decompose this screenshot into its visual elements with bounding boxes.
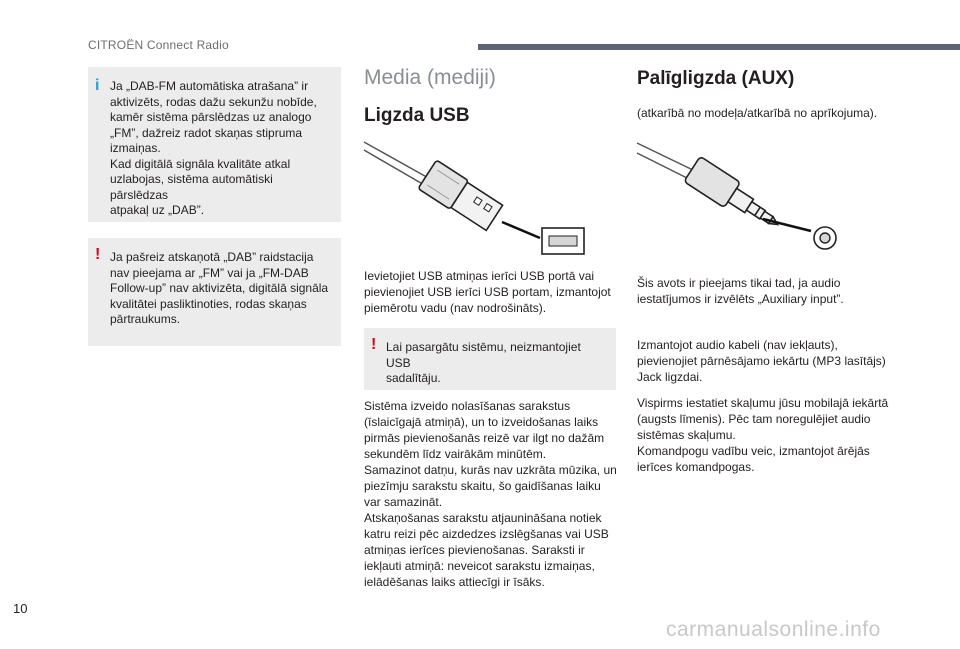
aux-para-1: Šis avots ir pieejams tikai tad, ja audio iestatījumos ir izvēlēts „Auxiliary input”. — [637, 276, 844, 306]
warning-note-dab-text: Ja pašreiz atskaņotā „DAB” raidstacija nav pieejama ar „FM” vai ja „FM-DAB Follow-up” nav aktivizēta, digitālā signāla kvalitātei pasliktinoties, rodas skaņas pārtraukums. — [110, 250, 329, 326]
info-icon: i — [95, 77, 100, 94]
header-bar — [478, 44, 960, 50]
page-number: 10 — [13, 601, 28, 616]
usb-illustration — [362, 140, 592, 260]
aux-subtitle: Palīgligzda (AUX) — [637, 68, 795, 89]
aux-para-3: Vispirms iestatiet skaļumu jūsu mobilajā iekārtā (augsts līmenis). Pēc tam noregulējiet audio sistēmas skaļumu. Komandpogu vadību veic, izmantojot ārējās ierīces komandpogas. — [637, 396, 889, 474]
usb-subtitle: Ligzda USB — [364, 105, 470, 126]
info-note-text: Ja „DAB-FM automātiska atrašana” ir aktivizēts, rodas dažu sekunžu nobīde, kamēr sistēma pārslēdzas uz analogo „FM”, dažreiz radot skaņas stipruma izmaiņas. Kad digitālā signāla kvalitāte atkal uzlabojas, sistēma automātiski pārslēdzas atpakaļ uz „DAB”. — [110, 79, 317, 217]
aux-note-text: (atkarībā no modeļa/atkarībā no aprīkojuma). — [637, 106, 878, 120]
warning-note-usb-text: Lai pasargātu sistēmu, neizmantojiet USB sadalītāju. — [386, 340, 581, 385]
aux-jack-illustration — [635, 135, 845, 255]
info-note — [88, 67, 341, 222]
warning-icon: ! — [371, 336, 377, 353]
warning-icon: ! — [95, 246, 101, 263]
warning-note-usb — [364, 328, 616, 390]
warning-note-dab — [88, 238, 341, 346]
aux-para-2: Izmantojot audio kabeli (nav iekļauts), pievienojiet pārnēsājamo iekārtu (MP3 lasītājs) Jack ligzdai. — [637, 338, 886, 384]
section-title: Media (mediji) — [364, 66, 496, 89]
usb-body-text: Sistēma izveido nolasīšanas sarakstus (īslaicīgajā atmiņā), un to izveidošanas laiks pirmās pievienošanās reizē var ilgt no dažām sekundēm līdz vairākām minūtēm. Samazinot datņu, kurās nav uzkrāta mūzika, un piezīmju sarakstu skaitu, šo gaidīšanas laiku var samazināt. Atskaņošanas sarakstu atjaunināšana notiek katru reizi pēc aizdedzes izslēgšanas vai USB atmiņas ierīces pievienošanas. Saraksti ir iekļauti atmiņā: neveicot sarakstu izmaiņas, ielādēšanas laiks attiecīgi ir īsāks. — [364, 399, 617, 589]
watermark: carmanualsonline.info — [666, 618, 881, 641]
usb-intro-text: Ievietojiet USB atmiņas ierīci USB portā vai pievienojiet USB ierīci USB portam, izmantojot piemērotu vadu (nav nodrošināts). — [364, 269, 611, 315]
header-title: CITROËN Connect Radio — [88, 38, 229, 52]
